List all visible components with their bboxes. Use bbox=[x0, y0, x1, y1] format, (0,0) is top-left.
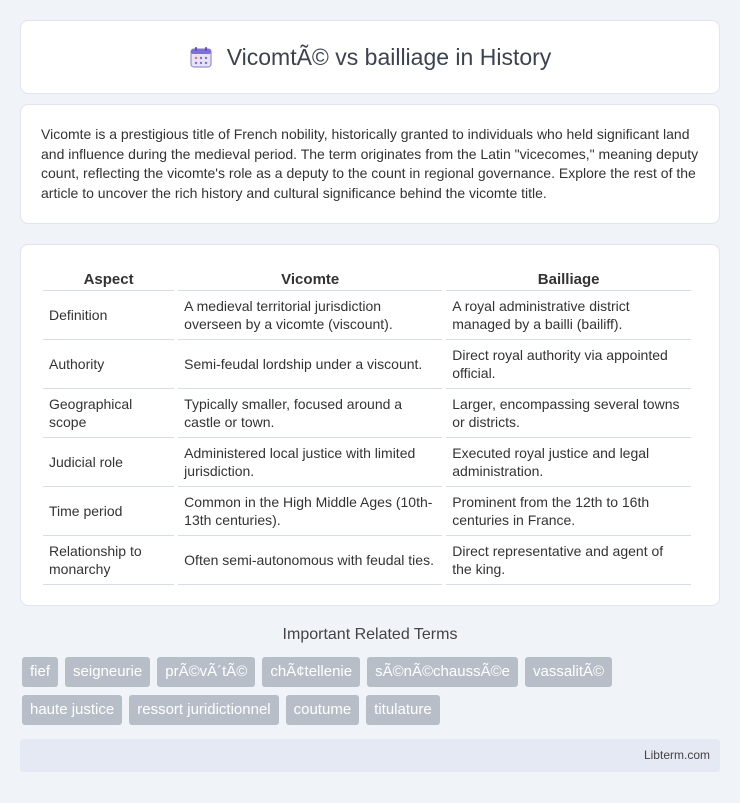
tag-prevote[interactable]: prÃ©vÃ´tÃ© bbox=[157, 657, 255, 687]
tag-coutume[interactable]: coutume bbox=[286, 695, 360, 725]
related-terms-list bbox=[22, 657, 722, 733]
table-cell: Direct royal authority via appointed official. bbox=[446, 340, 691, 389]
table-cell: Geographical scope bbox=[43, 389, 174, 438]
table-cell: Authority bbox=[43, 340, 174, 389]
table-cell: Larger, encompassing several towns or districts. bbox=[446, 389, 691, 438]
intro-text: Vicomte is a prestigious title of French nobility, historically granted to individuals who held significant land and influence during the medieval period. The term originates from the Latin "vicecomes," meaning deputy count, reflecting the vicomte's role as a deputy to the count in regional governance. Explore the rest of the article to uncover the rich history and cultural significance behind the vicomte title. bbox=[41, 126, 699, 201]
table-row bbox=[43, 438, 691, 487]
table-cell: Relationship to monarchy bbox=[43, 536, 174, 585]
header-vicomte: Vicomte bbox=[178, 265, 442, 291]
related-terms-title: Important Related Terms bbox=[282, 626, 458, 643]
tag-titulature[interactable]: titulature bbox=[366, 695, 440, 725]
table-row bbox=[43, 340, 691, 389]
table-cell: Executed royal justice and legal administration. bbox=[446, 438, 691, 487]
table-row bbox=[43, 536, 691, 585]
page-title: VicomtÃ© vs bailliage in History bbox=[226, 43, 552, 70]
footer-site-link[interactable]: Libterm.com bbox=[643, 748, 710, 762]
tag-haute-justice[interactable]: haute justice bbox=[22, 695, 122, 725]
tag-chatellenie[interactable]: chÃ¢tellenie bbox=[262, 657, 360, 687]
table-cell: Direct representative and agent of the king. bbox=[446, 536, 691, 585]
table-cell: Administered local justice with limited jurisdiction. bbox=[178, 438, 442, 487]
tag-vassalite[interactable]: vassalitÃ© bbox=[525, 657, 612, 687]
table-cell: Common in the High Middle Ages (10th-13th centuries). bbox=[178, 487, 442, 536]
tag-fief[interactable]: fief bbox=[22, 657, 58, 687]
footer bbox=[20, 739, 720, 772]
table-cell: Often semi-autonomous with feudal ties. bbox=[178, 536, 442, 585]
header-aspect: Aspect bbox=[43, 265, 174, 291]
tag-ressort-juridictionnel[interactable]: ressort juridictionnel bbox=[129, 695, 278, 725]
table-cell: Typically smaller, focused around a castle or town. bbox=[178, 389, 442, 438]
table-cell: Semi-feudal lordship under a viscount. bbox=[178, 340, 442, 389]
table-cell: Time period bbox=[43, 487, 174, 536]
comparison-card bbox=[20, 244, 720, 606]
table-cell: A royal administrative district managed by a bailli (bailiff). bbox=[446, 291, 691, 340]
table-header-row bbox=[43, 265, 691, 291]
table-cell: Prominent from the 12th to 16th centuries in France. bbox=[446, 487, 691, 536]
table-cell: A medieval territorial jurisdiction overseen by a vicomte (viscount). bbox=[178, 291, 442, 340]
page-header bbox=[20, 20, 720, 94]
header-bailliage: Bailliage bbox=[446, 265, 691, 291]
tag-senechaussee[interactable]: sÃ©nÃ©chaussÃ©e bbox=[367, 657, 518, 687]
table-row bbox=[43, 487, 691, 536]
tag-seigneurie[interactable]: seigneurie bbox=[65, 657, 150, 687]
table-row bbox=[43, 291, 691, 340]
table-cell: Definition bbox=[43, 291, 174, 340]
comparison-table bbox=[39, 265, 695, 585]
table-cell: Judicial role bbox=[43, 438, 174, 487]
table-row bbox=[43, 389, 691, 438]
calendar-icon bbox=[189, 45, 213, 69]
intro-card bbox=[20, 104, 720, 224]
